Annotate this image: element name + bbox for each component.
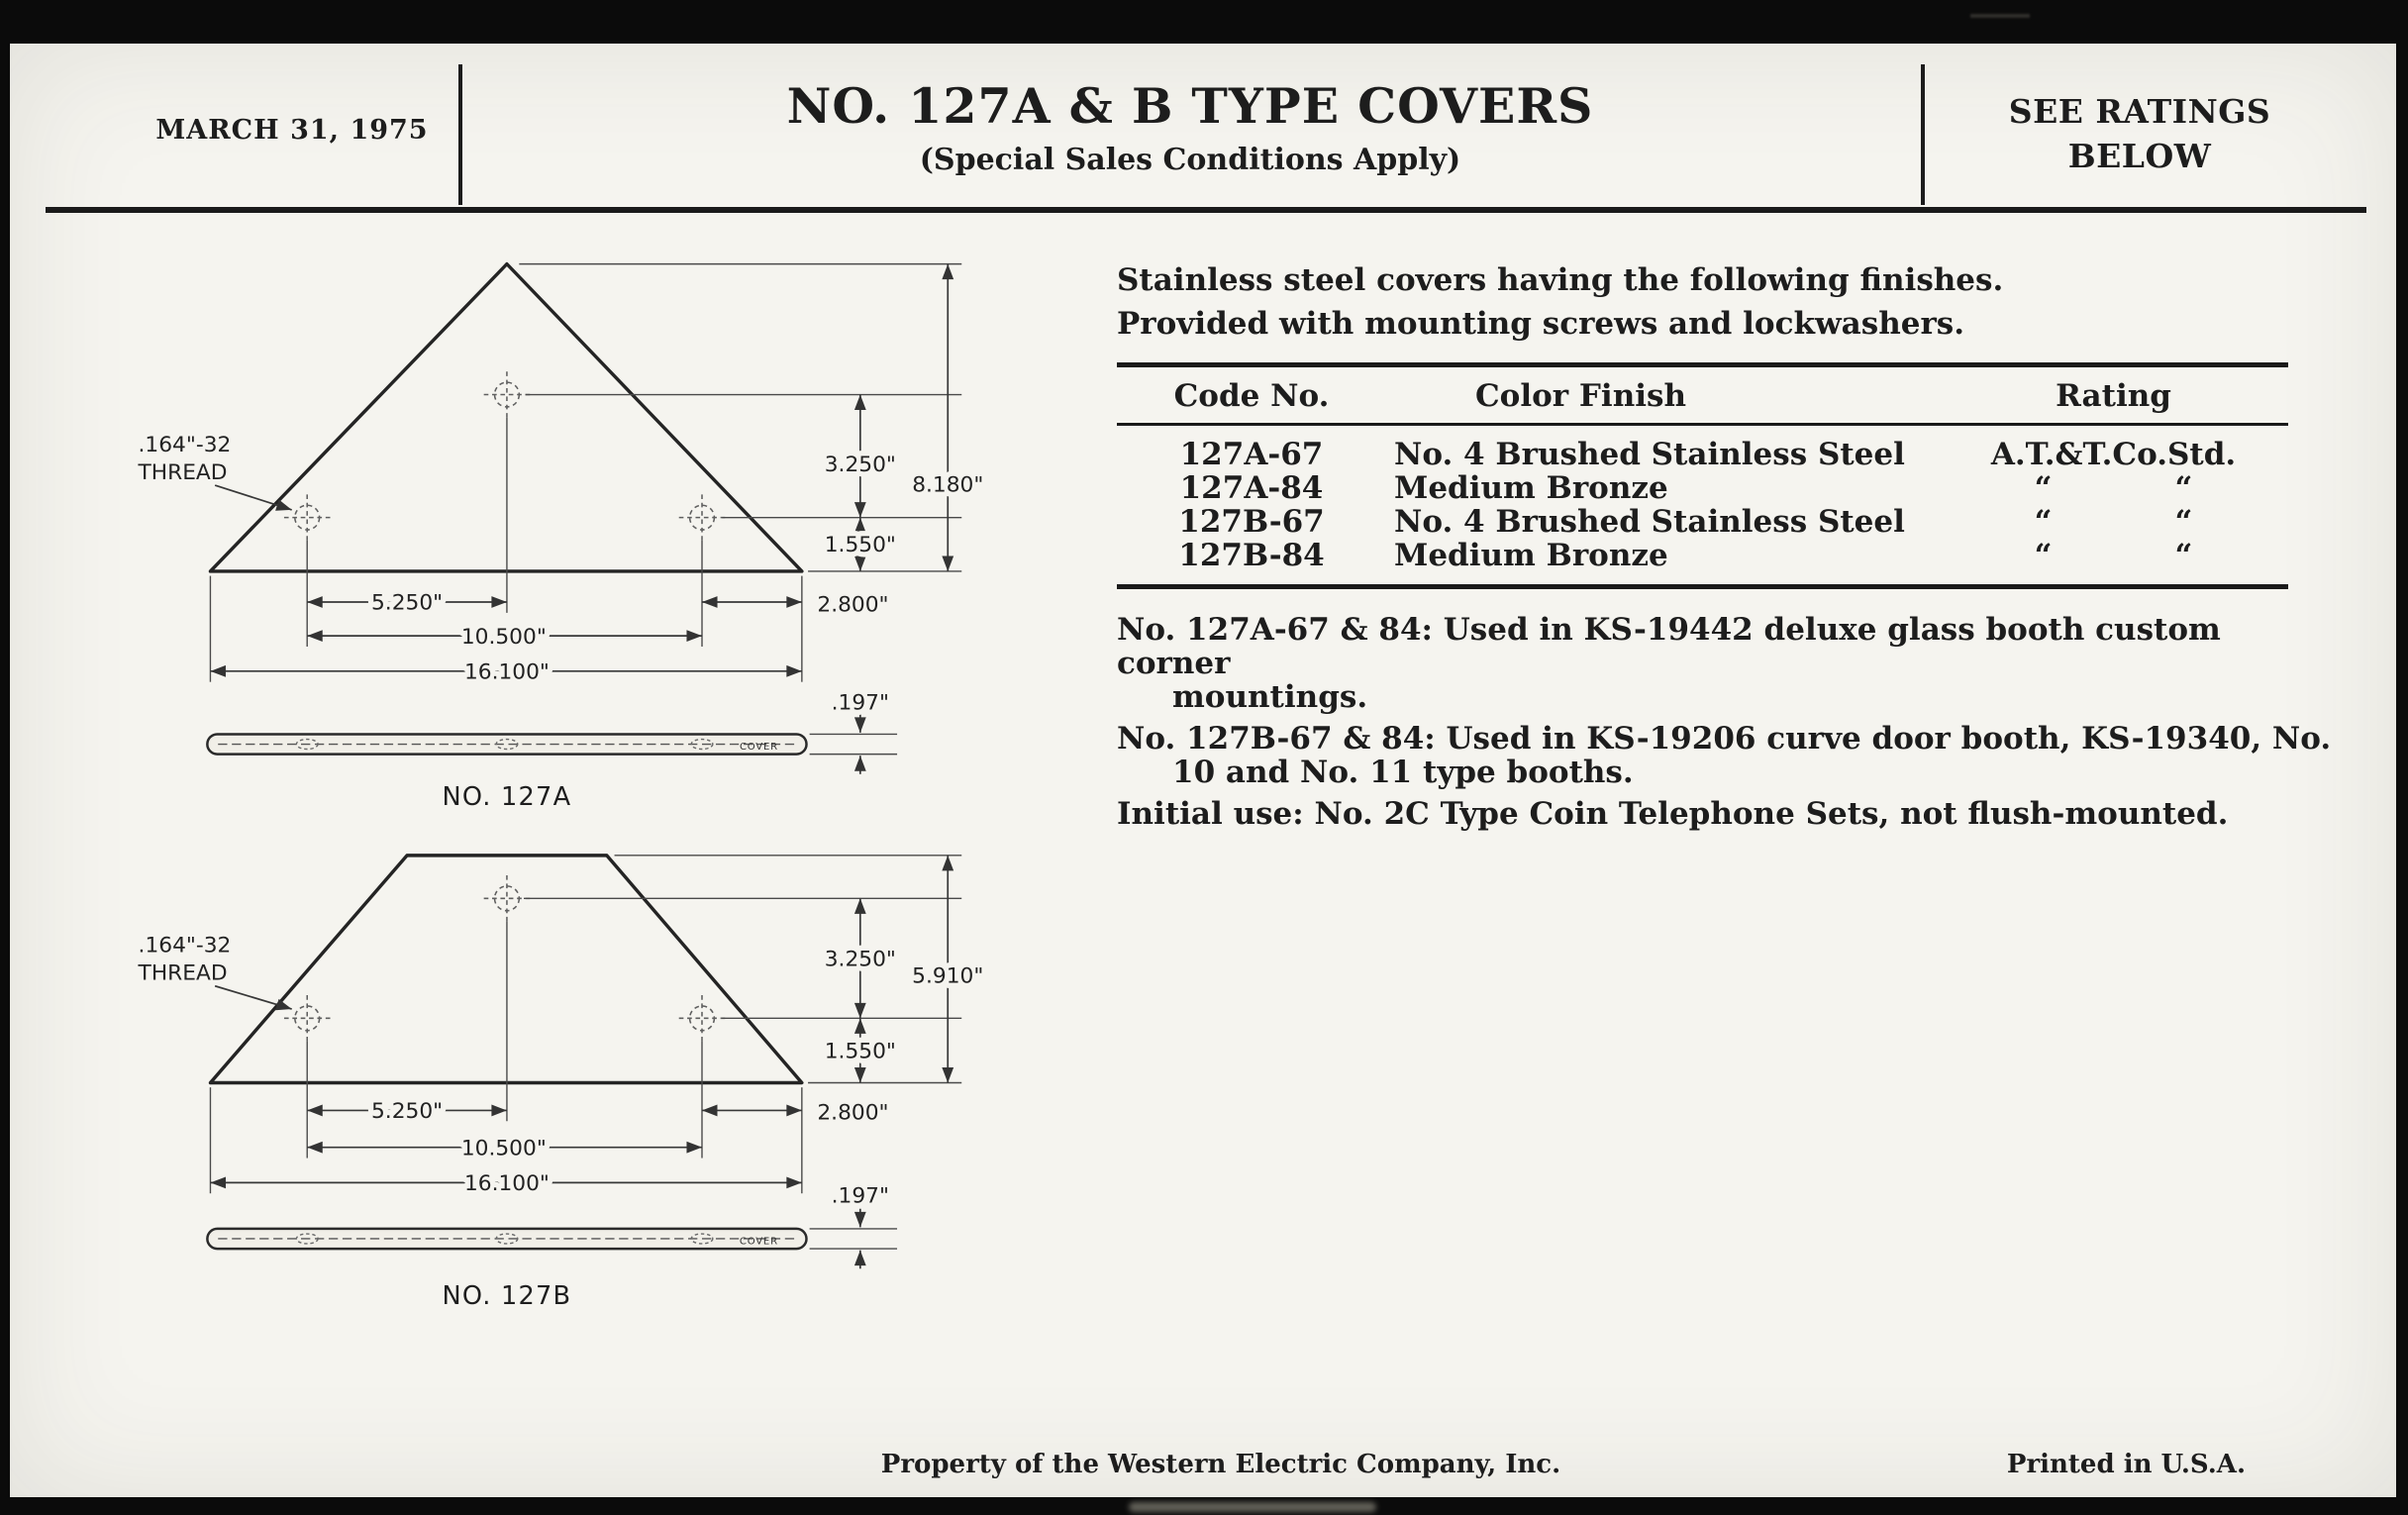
document-page xyxy=(10,44,2396,1497)
cover-label-b: COVER xyxy=(739,1236,778,1248)
table-body xyxy=(1117,426,2288,584)
header-divider-right xyxy=(1921,64,1925,205)
dim-1550-a: 1.550" xyxy=(824,532,896,557)
footer-property-notice: Property of the Western Electric Company, Inc. xyxy=(880,1450,1561,1479)
thread-label-line2-b: THREAD xyxy=(138,960,228,986)
mounting-hole-top xyxy=(484,875,531,922)
cell-finish: No. 4 Brushed Stainless Steel xyxy=(1394,437,1905,472)
drawing-label-b: NO. 127B xyxy=(442,1280,572,1311)
see-ratings-note xyxy=(1927,89,2353,178)
dim-5910-b: 5.910" xyxy=(912,963,984,989)
cell-rating: “ “ xyxy=(2034,538,2193,573)
extension-lines-a xyxy=(210,264,961,755)
intro-line1: Stainless steel covers having the following finishes. xyxy=(1117,262,2004,298)
scan-artifact-bottom xyxy=(1129,1502,1376,1512)
table-header-rating: Rating xyxy=(2056,378,2171,414)
page-title: NO. 127A & B TYPE COVERS xyxy=(786,77,1594,135)
thread-label-line1-a: .164"-32 xyxy=(138,432,232,457)
note-line: Initial use: No. 2C Type Coin Telephone Sets, not flush-mounted. xyxy=(1117,796,2229,832)
intro-line2: Provided with mounting screws and lockwashers. xyxy=(1117,306,1965,342)
note-initial-use xyxy=(1117,797,2335,831)
table-row xyxy=(1117,505,2288,539)
mounting-hole-left xyxy=(284,995,331,1042)
header-rule xyxy=(46,207,2366,213)
thread-label-line1-b: .164"-32 xyxy=(138,933,232,959)
note-127a xyxy=(1117,613,2335,714)
cell-code: 127A-67 xyxy=(1179,437,1324,472)
intro-text xyxy=(1117,258,2325,346)
see-ratings-line1: SEE RATINGS xyxy=(2008,92,2271,131)
cover-label-a: COVER xyxy=(739,741,778,753)
cell-finish: Medium Bronze xyxy=(1394,538,1668,573)
usage-notes xyxy=(1117,613,2335,839)
dim-1550-b: 1.550" xyxy=(824,1039,896,1064)
dim-2800-a: 2.800" xyxy=(817,592,889,618)
mounting-hole-top xyxy=(484,371,531,418)
note-line-continued: 10 and No. 11 type booths. xyxy=(1172,755,1634,790)
dim-197-a: .197" xyxy=(831,690,890,716)
table-row xyxy=(1117,539,2288,572)
mounting-hole-left xyxy=(284,494,331,541)
page-subtitle: (Special Sales Conditions Apply) xyxy=(919,143,1461,177)
cell-rating: “ “ xyxy=(2034,504,2193,540)
note-line: No. 127B-67 & 84: Used in KS-19206 curve door booth, KS-19340, No. xyxy=(1117,721,2332,757)
dim-10500-b: 10.500" xyxy=(460,1136,547,1162)
scan-artifact-top xyxy=(1970,14,2030,18)
dim-2800-b: 2.800" xyxy=(817,1100,889,1126)
table-rule-bottom xyxy=(1117,584,2288,589)
table-header-finish: Color Finish xyxy=(1475,378,1687,414)
cell-rating: A.T.&T.Co.Std. xyxy=(1990,437,2237,472)
cell-rating: “ “ xyxy=(2034,470,2193,506)
footer-printed-in: Printed in U.S.A. xyxy=(2006,1450,2246,1479)
cell-finish: No. 4 Brushed Stainless Steel xyxy=(1394,504,1905,540)
mounting-hole-right xyxy=(679,494,726,541)
header-date: MARCH 31, 1975 xyxy=(155,115,429,146)
dim-5250-b: 5.250" xyxy=(370,1099,444,1125)
see-ratings-line2: BELOW xyxy=(2067,137,2212,175)
dim-3250-a: 3.250" xyxy=(824,453,896,478)
dim-8180-a: 8.180" xyxy=(912,472,984,498)
dim-5250-a: 5.250" xyxy=(370,590,444,616)
cell-code: 127A-84 xyxy=(1179,470,1324,506)
drawing-127a xyxy=(123,249,1014,822)
ratings-table xyxy=(1117,362,2288,589)
dim-16100-b: 16.100" xyxy=(463,1171,550,1197)
note-line: No. 127A-67 & 84: Used in KS-19442 deluxe glass booth custom corner xyxy=(1117,612,2221,681)
dim-3250-b: 3.250" xyxy=(824,947,896,972)
table-row xyxy=(1117,471,2288,505)
cover-outline-127b xyxy=(210,856,801,1083)
header-divider-left xyxy=(458,64,462,205)
mounting-hole-right xyxy=(679,995,726,1042)
note-127b xyxy=(1117,722,2335,789)
dim-10500-a: 10.500" xyxy=(460,624,547,650)
drawing-127b xyxy=(123,845,1014,1321)
cell-code: 127B-67 xyxy=(1178,504,1325,540)
thread-label-line2-a: THREAD xyxy=(138,459,228,485)
drawing-label-a: NO. 127A xyxy=(442,781,572,812)
table-header-code: Code No. xyxy=(1173,378,1330,414)
cell-code: 127B-84 xyxy=(1178,538,1325,573)
table-row xyxy=(1117,438,2288,471)
table-header-row xyxy=(1117,367,2288,423)
note-line-continued: mountings. xyxy=(1172,679,1368,715)
dim-197-b: .197" xyxy=(831,1183,889,1209)
dim-16100-a: 16.100" xyxy=(463,659,550,685)
cell-finish: Medium Bronze xyxy=(1394,470,1668,506)
